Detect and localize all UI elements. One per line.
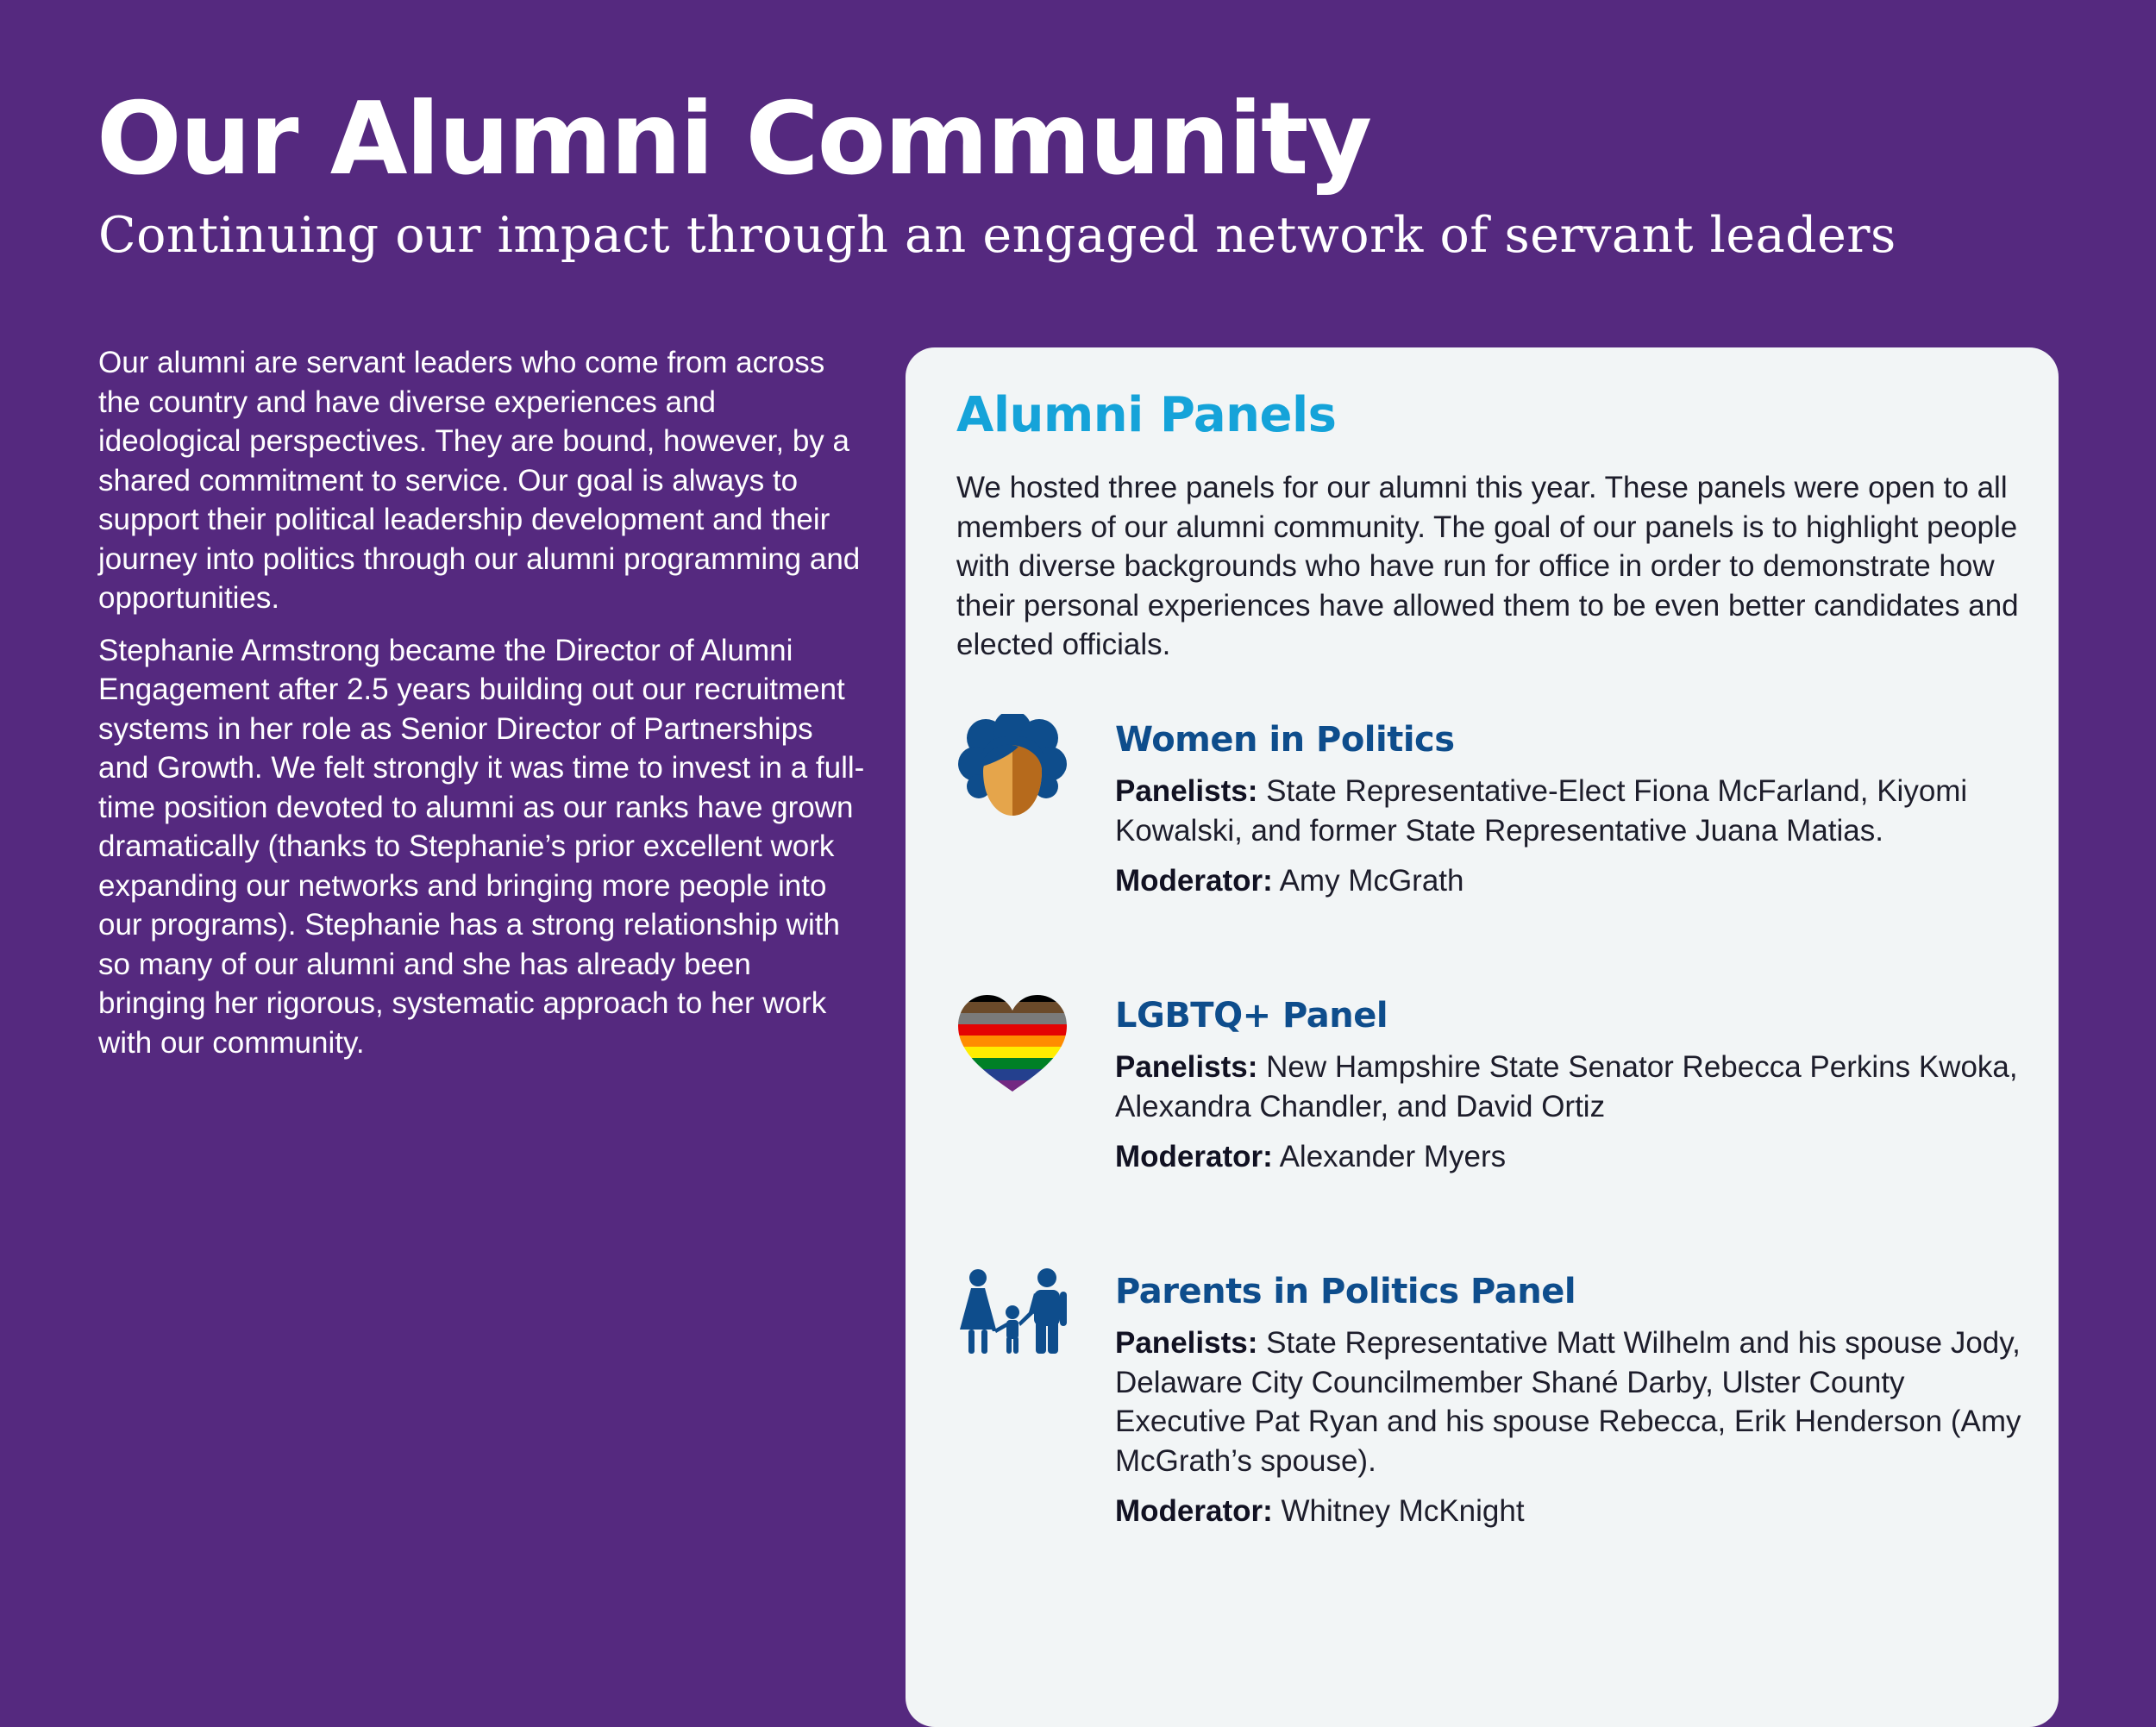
moderator-text: Whitney McKnight	[1281, 1494, 1525, 1528]
moderator-label: Moderator:	[1115, 864, 1273, 898]
panel-body	[1115, 1266, 2029, 1531]
panelists-text: State Representative-Elect Fiona McFarland, Kiyomi Kowalski, and former State Representative Juana Matias.	[1115, 774, 1968, 848]
woman-icon	[956, 714, 1069, 826]
panelists-label: Panelists:	[1115, 1326, 1258, 1360]
alumni-panels-card	[906, 347, 2059, 1727]
panel-body	[1115, 990, 2029, 1177]
panelists-line	[1115, 772, 2029, 850]
alumni-panels-title: Alumni Panels	[956, 387, 1337, 443]
panelists-text: State Representative Matt Wilhelm and his spouse Jody, Delaware City Councilmember Shané Darby, Ulster County Executive Pat Ryan and his spouse Rebecca, Erik Henderson (Amy McGrath’s spouse).	[1115, 1326, 2021, 1478]
panel-title: Parents in Politics Panel	[1115, 1272, 1576, 1311]
moderator-line	[1115, 861, 2029, 901]
panel-title: LGBTQ+ Panel	[1115, 996, 1388, 1036]
panelists-label: Panelists:	[1115, 774, 1258, 808]
family-icon	[956, 1266, 1069, 1378]
moderator-text: Alexander Myers	[1279, 1140, 1507, 1173]
moderator-label: Moderator:	[1115, 1140, 1273, 1173]
alumni-panels-intro: We hosted three panels for our alumni this year. These panels were open to all members of our alumni community. The goal of our panels is to highlight people with diverse backgrounds who have run for office in order to demonstrate how their personal experiences have allowed them to be even better candidates and elected officials.	[956, 471, 2019, 661]
moderator-label: Moderator:	[1115, 1494, 1273, 1528]
panelists-label: Panelists:	[1115, 1050, 1258, 1084]
panelists-line	[1115, 1323, 2029, 1480]
intro-section	[98, 343, 866, 1075]
intro-paragraph: Stephanie Armstrong became the Director of Alumni Engagement after 2.5 years building out our recruitment systems in her role as Senior Director of Partnerships and Growth. We felt strongly it was time to invest in a full-time position devoted to alumni as our ranks have grown dramatically (thanks to Stephanie’s prior excellent work expanding our networks and bringing more people into our programs). Stephanie has a strong relationship with so many of our alumni and she has already been bringing her rigorous, systematic approach to her work with our community.	[98, 633, 865, 1060]
pride-heart-icon	[956, 990, 1069, 1102]
moderator-line	[1115, 1492, 2029, 1531]
page-title: Our Alumni Community	[97, 81, 1371, 197]
panelists-line	[1115, 1048, 2029, 1126]
moderator-text: Amy McGrath	[1279, 864, 1464, 898]
panel-body	[1115, 714, 2029, 901]
moderator-line	[1115, 1137, 2029, 1177]
intro-paragraph: Our alumni are servant leaders who come from across the country and have diverse experiences and ideological perspectives. They are bound, however, by a shared commitment to service. Our goal is always to support their political leadership development and their journey into politics through our alumni programming and opportunities.	[98, 346, 861, 615]
panel-title: Women in Politics	[1115, 720, 1455, 760]
panelists-text: New Hampshire State Senator Rebecca Perkins Kwoka, Alexandra Chandler, and David Ortiz	[1115, 1050, 2018, 1123]
page-subtitle: Continuing our impact through an engaged network of servant leaders	[98, 207, 1896, 264]
